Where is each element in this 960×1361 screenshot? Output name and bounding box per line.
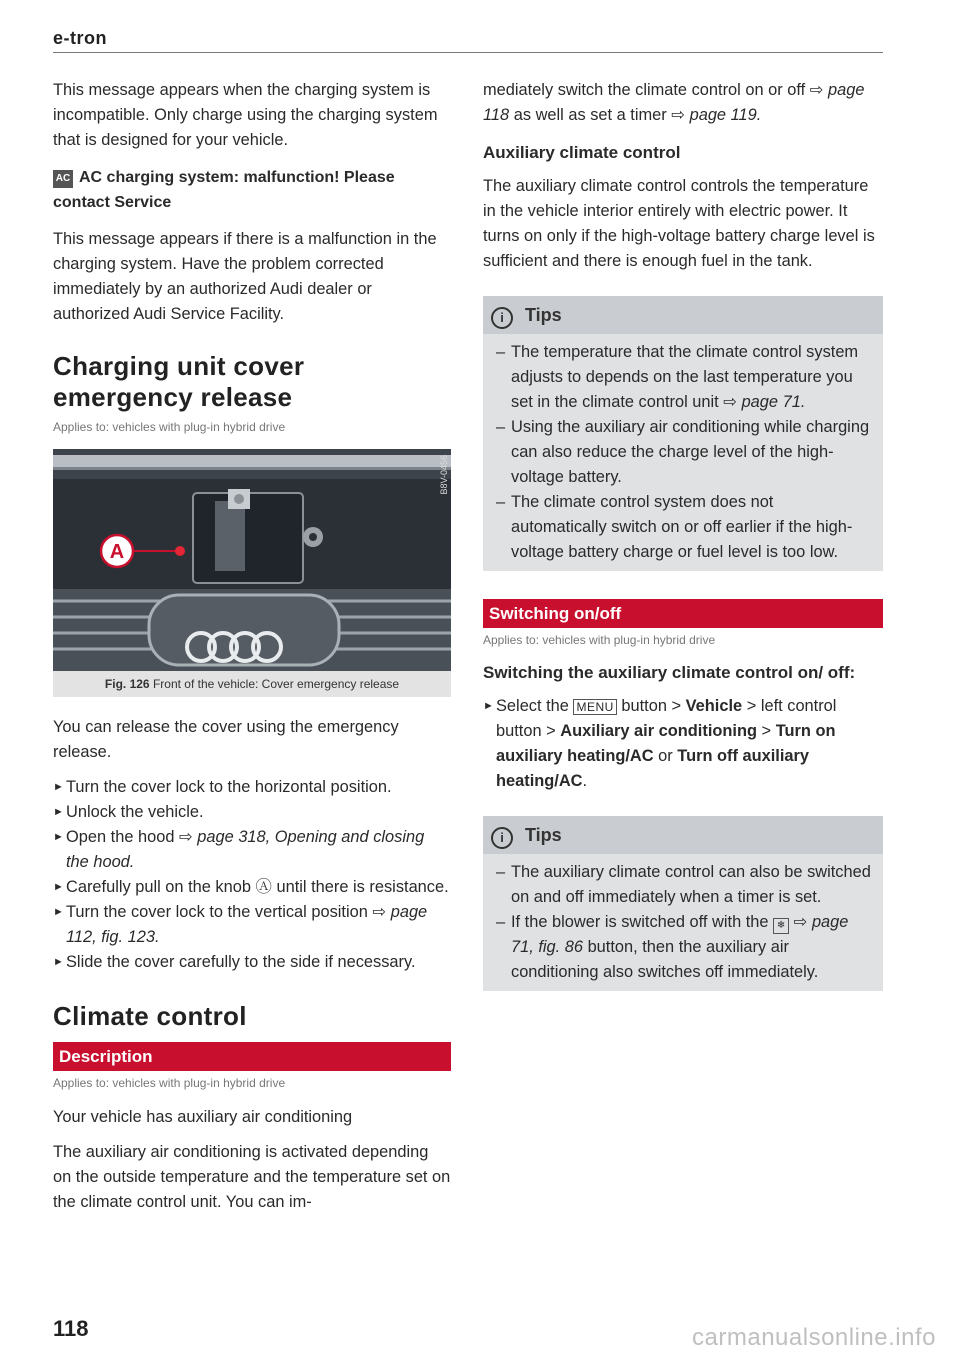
step-item (53, 800, 451, 825)
applies-to-note: Applies to: vehicles with plug-in hybrid drive (53, 420, 286, 434)
page-reference-link[interactable]: ⇨ page 71, fig. 86 (511, 913, 849, 956)
warning-heading (53, 165, 451, 215)
vehicle-front-image (53, 449, 451, 671)
figure-caption-label: Fig. 126 (104, 677, 150, 691)
paragraph-text: mediately switch the climate control on or off (483, 81, 806, 99)
switching-heading: Switching the auxiliary climate control on/ off: (483, 663, 856, 682)
step-text: Open the hood (66, 828, 175, 846)
step-text: until there is resistance. (276, 878, 449, 896)
step-item (53, 950, 451, 975)
menu-item-turn-on: Turn on auxiliary heating/AC (496, 722, 836, 765)
switching-bar: Switching on/off (483, 599, 883, 628)
tip-item: – The climate control system does not automatically switch on or off earlier if the high-voltage battery charge or fuel level is too low. (496, 493, 853, 561)
figure-caption-text: Front of the vehicle: Cover emergency release (152, 677, 400, 691)
tips-box (483, 296, 883, 571)
select-steps (483, 694, 883, 794)
callout-a-label: A (109, 541, 125, 563)
vehicle-front-illustration (53, 449, 451, 671)
tip-text: Using the auxiliary air conditioning while charging can also reduce the charge level of the high-voltage battery. (511, 418, 870, 486)
tip-text: If the blower is switched off with the (511, 913, 769, 931)
page-reference-link[interactable]: ⇨ page 119. (671, 106, 762, 124)
warning-title-text: AC charging system: malfunction! Please contact Service (53, 169, 395, 211)
paragraph-text: as well as set a timer (513, 106, 667, 124)
menu-item-aux-ac: Auxiliary air conditioning (560, 722, 757, 740)
step-text: Slide the cover carefully to the side if necessary. (66, 953, 416, 971)
applies-to-note: Applies to: vehicles with plug-in hybrid drive (53, 1076, 286, 1090)
tip-item: – Using the auxiliary air conditioning while charging can also reduce the charge level of the high-voltage battery. (496, 418, 870, 486)
bullet-arrow-icon: ► (53, 906, 64, 918)
blower-icon: ❄ (773, 918, 789, 934)
tip-item: – The temperature that the climate control system adjusts to depends on the last temperature you set in the climate control unit ⇨ page 71. (496, 343, 859, 411)
menu-item-turn-off: Turn off auxiliary heating/AC (496, 747, 810, 790)
tip-text: button, then the auxiliary air conditioning also switches off immediately. (511, 938, 819, 981)
steps-list (53, 775, 451, 975)
info-icon: i (491, 827, 513, 849)
page-reference-link[interactable]: ⇨ page 318, Opening and closing the hood. (66, 828, 425, 871)
page-header (53, 26, 883, 53)
tips-title: Tips (525, 825, 562, 845)
bullet-arrow-icon: ► (53, 831, 64, 843)
step-item (53, 875, 451, 900)
applies-to-note: Applies to: vehicles with plug-in hybrid drive (483, 633, 716, 647)
header-title: e-tron (53, 28, 107, 48)
page-reference-link[interactable]: ⇨ page 112, fig. 123. (66, 903, 428, 946)
aux-climate-heading: Auxiliary climate control (483, 143, 681, 162)
tip-item: – If the blower is switched off with the ❄ ⇨ page 71, fig. 86 button, then the auxiliary air conditioning also switches off immediately. (496, 913, 849, 981)
step-item (53, 775, 451, 800)
bullet-arrow-icon: ► (53, 956, 64, 968)
tips-list (483, 334, 883, 571)
description-bar: Description (53, 1042, 451, 1071)
step-item (53, 825, 451, 875)
tips-header (483, 816, 883, 854)
paragraph-malfunction: This message appears if there is a malfunction in the charging system. Have the problem corrected immediately by an authorized Audi dealer or authorized Audi Service Facility. (53, 230, 437, 323)
left-column (53, 78, 451, 1215)
tips-box (483, 816, 883, 991)
figure-code: B8V-0456 (439, 455, 449, 495)
paragraph-release: You can release the cover using the emergency release. (53, 718, 399, 761)
right-column (483, 78, 883, 991)
step-text: Unlock the vehicle. (66, 803, 204, 821)
bullet-arrow-icon: ► (483, 700, 494, 712)
paragraph-continued (483, 78, 883, 128)
tips-header (483, 296, 883, 334)
step-text: Turn the cover lock to the horizontal position. (66, 778, 392, 796)
info-icon: i (491, 307, 513, 329)
watermark: carmanualsonline.info (692, 1324, 936, 1351)
bullet-arrow-icon: ► (53, 881, 64, 893)
menu-key[interactable]: MENU (573, 699, 616, 715)
callout-a-icon: Ⓐ (255, 878, 272, 896)
menu-item-vehicle: Vehicle (685, 697, 743, 715)
tip-text: The temperature that the climate control system adjusts to depends on the last temperature you set in the climate control unit (511, 343, 859, 411)
paragraph-aux: Your vehicle has auxiliary air conditioning (53, 1108, 353, 1126)
tip-text: The climate control system does not automatically switch on or off earlier if the high-voltage battery charge or fuel level is too low. (511, 493, 853, 561)
ac-warning-icon: AC (53, 170, 73, 188)
tip-text: The auxiliary climate control can also be switched on and off immediately when a timer is set. (511, 863, 871, 906)
bullet-arrow-icon: ► (53, 806, 64, 818)
tips-title: Tips (525, 305, 562, 325)
section-title-charging-cover: Charging unit cover emergency release (53, 351, 305, 412)
step-text: Carefully pull on the knob (66, 878, 251, 896)
tips-list (483, 854, 883, 991)
paragraph-activated: The auxiliary air conditioning is activated depending on the outside temperature and the temperature set on the climate control unit. You can im- (53, 1143, 451, 1211)
page-reference-link[interactable]: ⇨ page 118 (483, 81, 865, 124)
bullet-arrow-icon: ► (53, 781, 64, 793)
paragraph-aux-climate: The auxiliary climate control controls the temperature in the vehicle interior entirely with electric power. It turns on only if the high-voltage battery charge level is sufficient and there is enough fuel in the tank. (483, 177, 875, 270)
step-item: ► Select the MENU button > Vehicle > left control button > Auxiliary air conditioning > Turn on auxiliary heating/AC or Turn off auxiliary heating/AC. (483, 694, 883, 794)
figure-126 (53, 449, 451, 697)
figure-caption (53, 671, 451, 697)
step-item (53, 900, 451, 950)
tip-item: – The auxiliary climate control can also be switched on and off immediately when a timer is set. (496, 863, 871, 906)
section-title-climate-control: Climate control (53, 1001, 247, 1031)
step-text: Turn the cover lock to the vertical position (66, 903, 368, 921)
page-number: 118 (53, 1316, 89, 1341)
page-reference-link[interactable]: ⇨ page 71. (723, 393, 806, 411)
paragraph-incompatible: This message appears when the charging system is incompatible. Only charge using the charging system that is designed for your vehicle. (53, 81, 438, 149)
